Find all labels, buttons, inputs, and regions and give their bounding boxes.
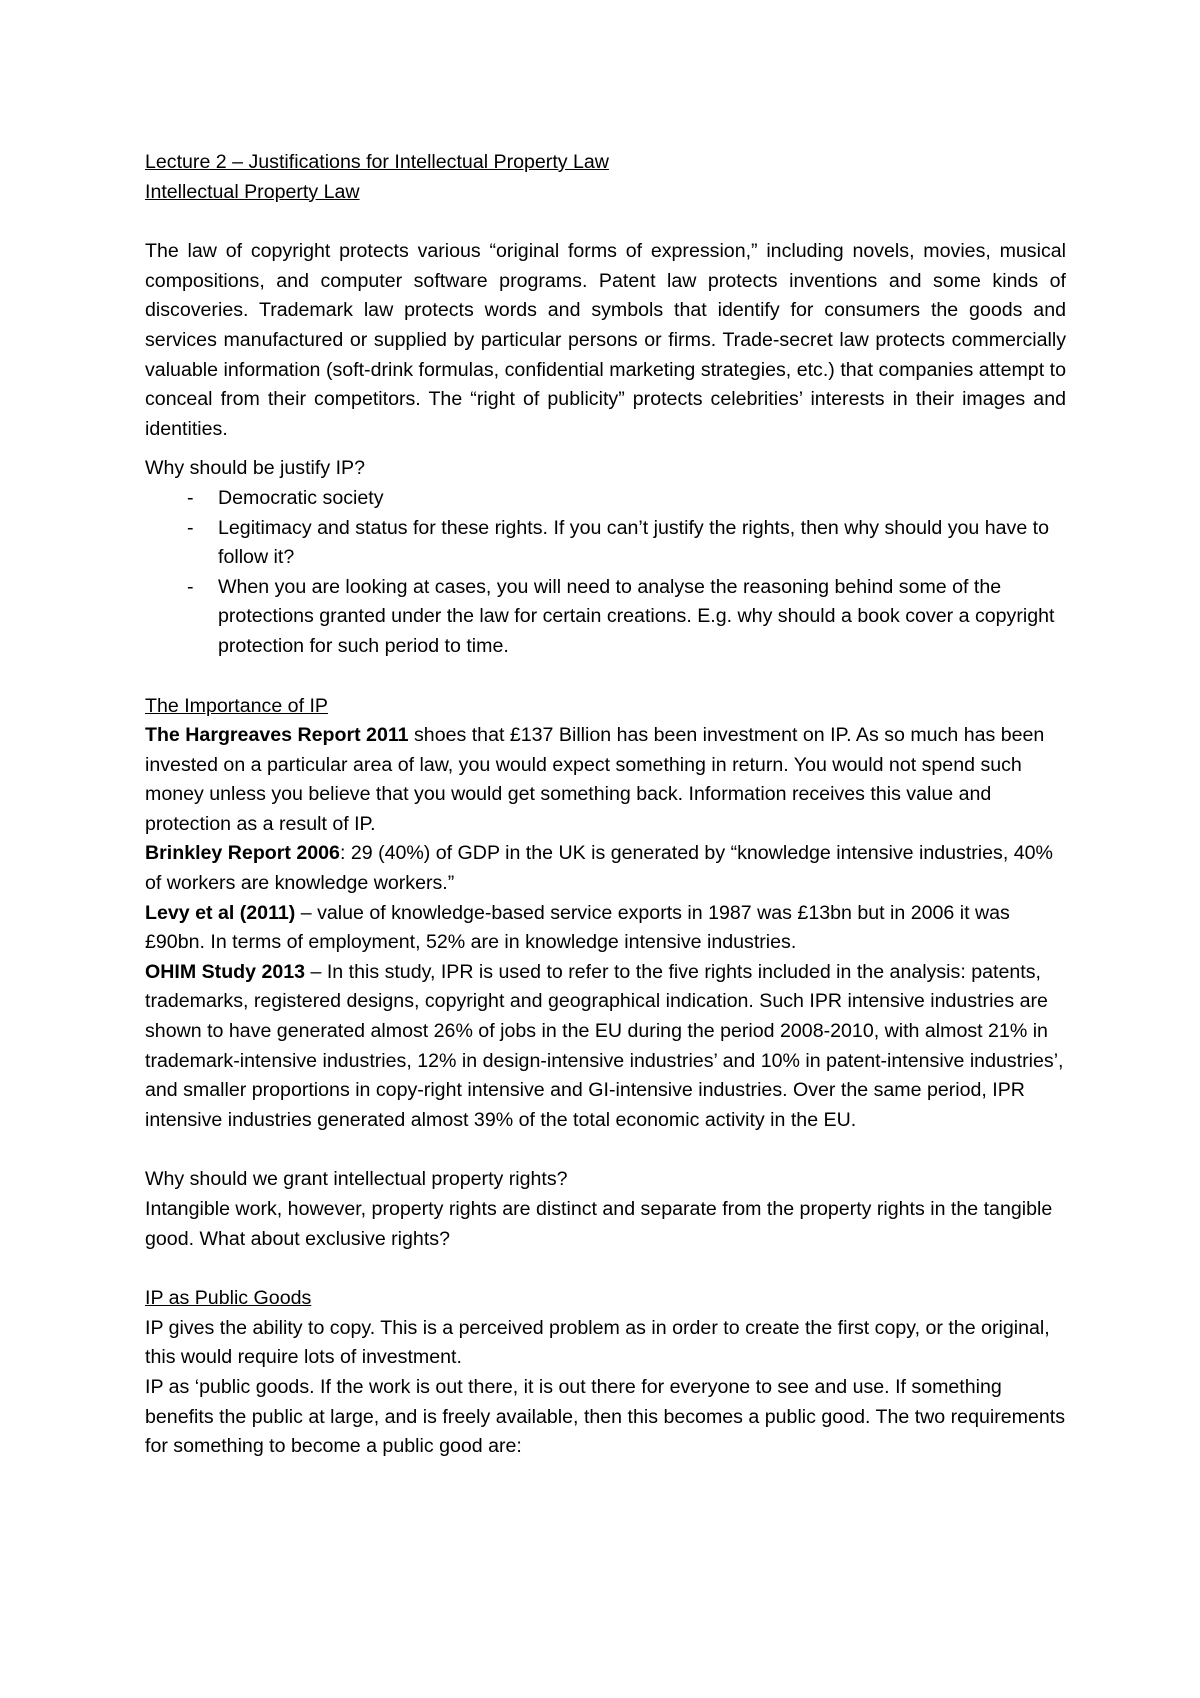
ohim-paragraph [145,958,1066,1136]
bullet-dash: - [187,575,194,598]
bullet-dash: - [187,516,194,539]
course-subtitle: Intellectual Property Law [145,180,360,203]
public-goods-paragraph-1: IP gives the ability to copy. This is a perceived problem as in order to create the first copy, or the original, this would require lots of investment. [145,1316,1050,1369]
list-item-text: When you are looking at cases, you will need to analyse the reasoning behind some of the protections granted under the law for certain creations. E.g. why should a book cover a copyright protection for such period to time. [218,575,1055,657]
public-goods-heading: IP as Public Goods [145,1287,312,1310]
lecture-title: Lecture 2 – Justifications for Intellectual Property Law [145,151,609,173]
grant-paragraph: Intangible work, however, property rights are distinct and separate from the property rights in the tangible good. What about exclusive rights? [145,1198,1053,1250]
ohim-label: OHIM Study 2013 [145,960,306,983]
why-justify-list [145,484,1066,662]
intro-paragraph: The law of copyright protects various “original forms of expression,” including novels, movies, musical compositions, and computer software programs. Patent law protects inventions and some kinds of discoveries. Trademark law protects words and symbols that identify for consumers the goods and services manufactured or supplied by particular persons or firms. Trade-secret law protects commercially valuable information (soft-drink formulas, confidential marketing strategies, etc.) that companies attempt to conceal from their competitors. The “right of publicity” protects celebrities’ interests in their images and identities. [145,240,1066,440]
levy-paragraph [145,899,1066,958]
levy-label: Levy et al (2011) [145,901,296,924]
list-item-text: Legitimacy and status for these rights. If you can’t justify the rights, then why should you have to follow it? [218,516,1050,569]
list-item-text: Democratic society [218,486,384,509]
list-item [145,573,1066,662]
list-item [145,514,1066,573]
list-item [145,484,1066,514]
brinkley-paragraph [145,839,1066,898]
hargreaves-paragraph [145,721,1066,839]
ohim-text: – In this study, IPR is used to refer to the five rights included in the analysis: patents, trademarks, registered designs, copyright and geographical indication. Such IPR intensive industries are shown to have generated almost 26% of jobs in the EU during the period 2008-2010, with almost 21% in trademark-intensive industries, 12% in design-intensive industries’ and 10% in patent-intensive industries’, and smaller proportions in copy-right intensive and GI-intensive industries. Over the same period, IPR intensive industries generated almost 39% of the total economic activity in the EU. [145,960,1064,1131]
bullet-dash: - [187,486,194,509]
importance-heading: The Importance of IP [145,694,328,717]
hargreaves-text: shoes that £137 Billion has been investment on IP. As so much has been invested on a particular area of law, you would expect something in return. You would not spend such money unless you believe that you would get something back. Information receives this value and protection as a result of IP. [145,724,1045,835]
brinkley-label: Brinkley Report 2006 [145,842,340,865]
why-justify-question: Why should be justify IP? [145,457,365,480]
levy-text: – value of knowledge-based service exports in 1987 was £13bn but in 2006 it was £90bn. In terms of employment, 52% are in knowledge intensive industries. [145,901,1010,954]
public-goods-paragraph-2: IP as ‘public goods. If the work is out there, it is out there for everyone to see and use. If something benefits the public at large, and is freely available, then this becomes a public good. The two requirements for something to become a public good are: [145,1375,1065,1458]
hargreaves-label: The Hargreaves Report 2011 [145,724,409,747]
brinkley-text: : 29 (40%) of GDP in the UK is generated by “knowledge intensive industries, 40% of workers are knowledge workers.” [145,842,1053,895]
grant-question: Why should we grant intellectual property rights? [145,1168,568,1191]
